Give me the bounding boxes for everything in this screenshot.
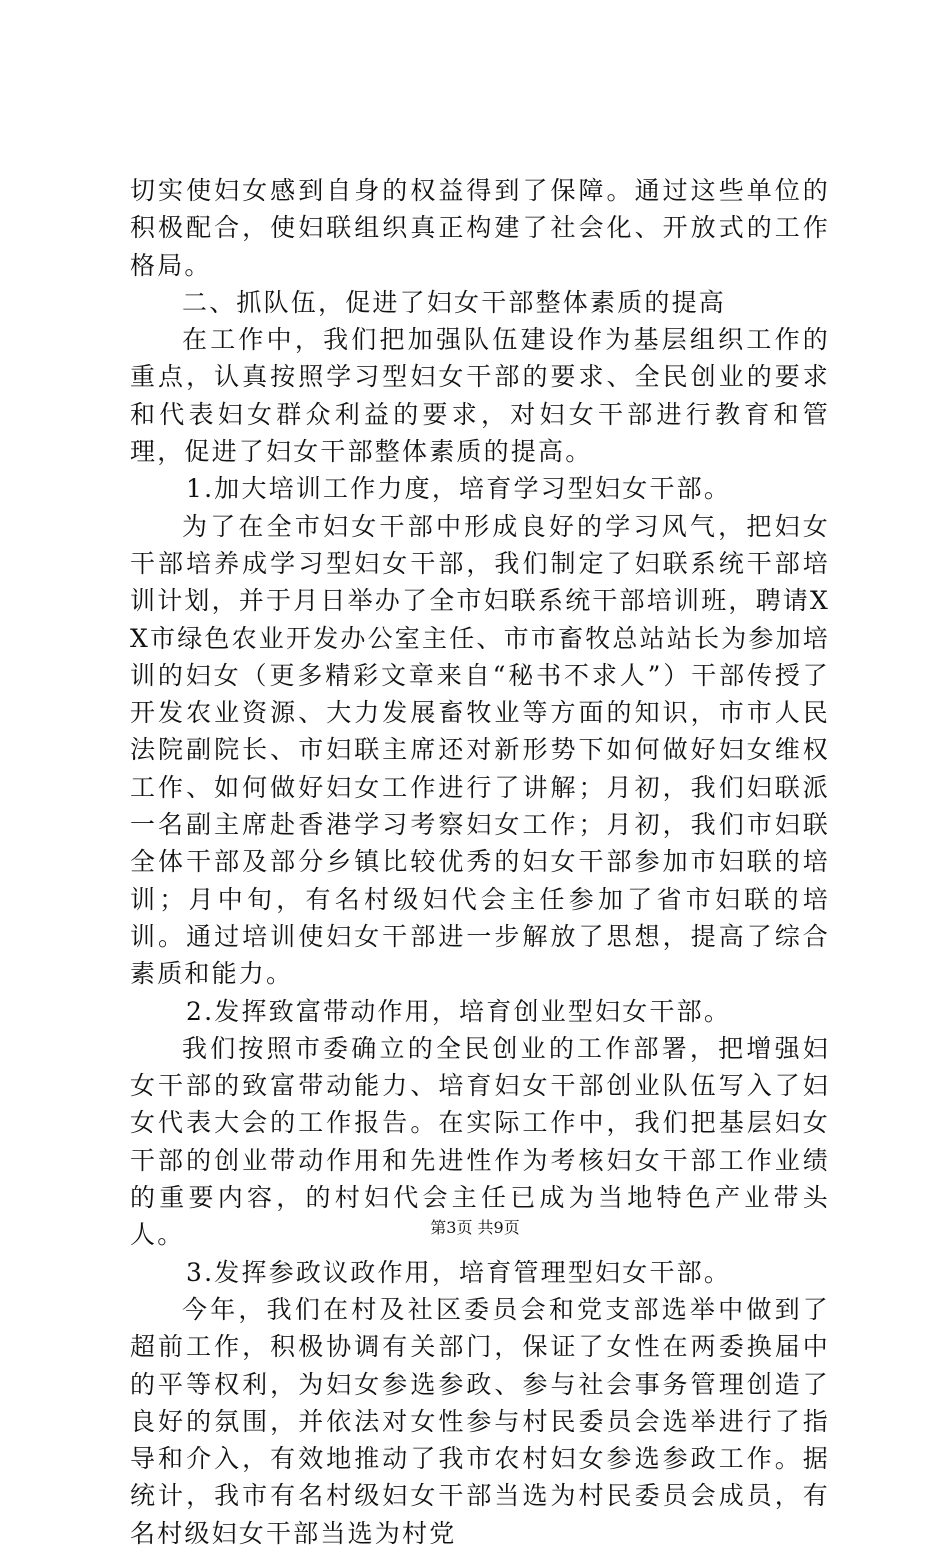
paragraph-intro: 在工作中，我们把加强队伍建设作为基层组织工作的重点，认真按照学习型妇女干部的要求、全民创业的要求和代表妇女群众利益的要求，对妇女干部进行教育和管理，促进了妇女干部整体素质的提高。 — [130, 325, 830, 467]
page-footer: 第3页 共9页 — [430, 1218, 520, 1237]
paragraph-entrepreneurship: 我们按照市委确立的全民创业的工作部署，把增强妇女干部的致富带动能力、培育妇女干部创业队伍写入了妇女代表大会的工作报告。在实际工作中，我们把基层妇女干部的创业带动作用和先进性作为考核妇女干部工作业绩的重要内容，的村妇代会主任已成为当地特色产业带头人。 — [130, 1033, 830, 1250]
paragraph-politics: 今年，我们在村及社区委员会和党支部选举中做到了超前工作，积极协调有关部门，保证了女性在两委换届中的平等权利，为妇女参选参政、参与社会事务管理创造了良好的氛围，并依法对女性参与村民委员会选举进行了指导和介入，有效地推动了我市农村妇女参选参政工作。据统计，我市有名村级妇女干部当选为村民委员会成员，有名村级妇女干部当选为村党 — [130, 1294, 830, 1548]
item-heading-1: 1.加大培训工作力度，培育学习型妇女干部。 — [186, 474, 732, 504]
item-heading-3: 3.发挥参政议政作用，培育管理型妇女干部。 — [186, 1257, 732, 1287]
paragraph-training: 为了在全市妇女干部中形成良好的学习风气，把妇女干部培养成学习型妇女干部，我们制定了妇联系统干部培训计划，并于月日举办了全市妇联系统干部培训班，聘请XX市绿色农业开发办公室主任、市市畜牧总站站长为参加培训的妇女（更多精彩文章来自“秘书不求人”）干部传授了开发农业资源、大力发展畜牧业等方面的知识，市市人民法院副院长、市妇联主席还对新形势下如何做好妇女维权工作、如何做好妇女工作进行了讲解；月初，我们妇联派一名副主席赴香港学习考察妇女工作；月初，我们市妇联全体干部及部分乡镇比较优秀的妇女干部参加市妇联的培训；月中旬，有名村级妇代会主任参加了省市妇联的培训。通过培训使妇女干部进一步解放了思想，提高了综合素质和能力。 — [130, 511, 831, 989]
item-heading-2: 2.发挥致富带动作用，培育创业型妇女干部。 — [186, 996, 732, 1026]
document-body — [130, 172, 830, 1552]
section-heading: 二、抓队伍，促进了妇女干部整体素质的提高 — [182, 287, 727, 317]
paragraph-continuation: 切实使妇女感到自身的权益得到了保障。通过这些单位的积极配合，使妇联组织真正构建了社会化、开放式的工作格局。 — [130, 176, 830, 280]
